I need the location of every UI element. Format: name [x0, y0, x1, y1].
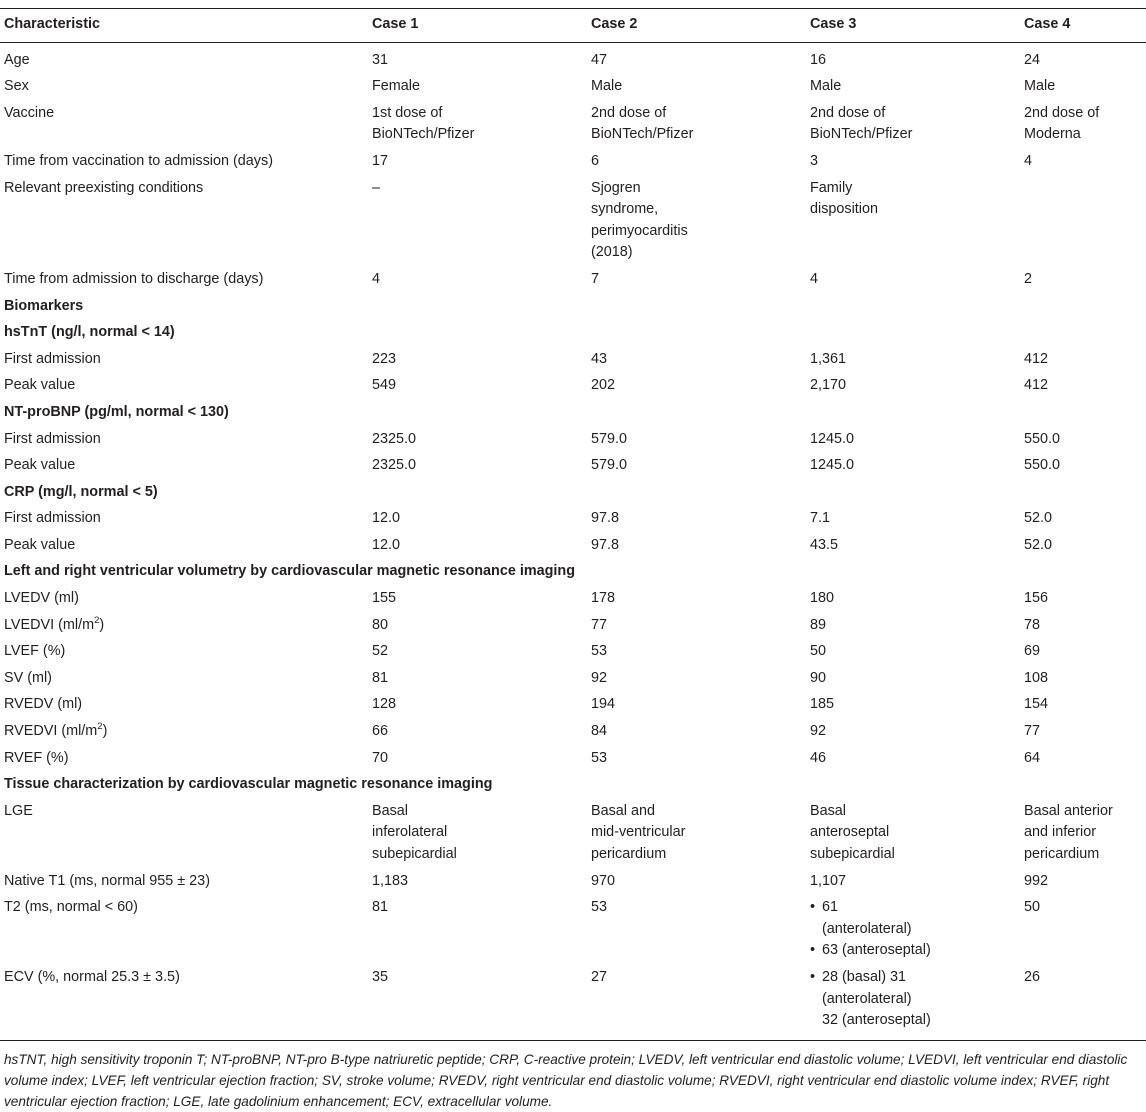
cell-case-3: 92 — [810, 723, 827, 740]
header-case-1: Case 1 — [368, 9, 587, 43]
row-lge — [0, 799, 1146, 869]
cell-line: inferolateral — [372, 824, 448, 841]
cell-case-2: 970 — [591, 872, 616, 889]
cell-case-4: 550.0 — [1024, 457, 1061, 474]
cell-line: BioNTech/Pfizer — [372, 126, 475, 143]
cell-case-1: 549 — [372, 377, 397, 394]
cell-case-3: 90 — [810, 669, 827, 686]
cell-case-3: 50 — [810, 643, 827, 660]
cell-case-1: 12.0 — [372, 536, 401, 553]
cell-case-4: 108 — [1024, 669, 1049, 686]
bullet-item — [810, 967, 1016, 1032]
cell-line: 32 (anteroseptal) — [822, 1012, 931, 1029]
cell-case-3 — [806, 799, 1020, 869]
row-lvedvi — [0, 613, 1146, 640]
cell-case-1: 31 — [372, 51, 389, 68]
cell-case-2: 579.0 — [591, 457, 628, 474]
cell-case-2 — [587, 176, 806, 267]
cell-case-2: 194 — [591, 696, 616, 713]
row-t2 — [0, 895, 1146, 965]
row-time-vaccination-admission — [0, 149, 1146, 176]
cell-case-3: 43.5 — [810, 536, 839, 553]
cell-case-3: 3 — [810, 152, 819, 169]
cell-line: pericardium — [591, 846, 667, 862]
cell-case-1: 81 — [372, 669, 389, 686]
cell-case-1: 35 — [372, 968, 389, 985]
row-label: T2 (ms, normal < 60) — [4, 899, 138, 916]
row-label — [0, 613, 368, 640]
cell-case-1: 12.0 — [372, 510, 401, 527]
cell-case-2: 202 — [591, 377, 616, 394]
cell-case-4: 24 — [1024, 51, 1041, 68]
row-age — [0, 42, 1146, 74]
row-vaccine — [0, 101, 1146, 149]
cell-case-3: 2,170 — [810, 377, 847, 394]
cell-case-1: 2325.0 — [372, 457, 417, 474]
cell-case-2: 7 — [591, 270, 600, 287]
cell-case-2: Male — [591, 78, 623, 95]
cell-line: (anterolateral) — [822, 990, 912, 1007]
subsection-title: CRP (mg/l, normal < 5) — [4, 483, 158, 500]
row-label: Native T1 (ms, normal 955 ± 23) — [4, 872, 210, 889]
cell-line: (2018) — [591, 244, 633, 261]
cell-case-3: 185 — [810, 696, 835, 713]
row-label: Time from admission to discharge (days) — [4, 270, 264, 287]
row-native-t1 — [0, 869, 1146, 896]
cell-case-4 — [1020, 799, 1146, 869]
row-label: Vaccine — [4, 104, 55, 121]
section-title: Biomarkers — [4, 297, 84, 314]
cell-case-1: 4 — [372, 270, 381, 287]
label-end: ) — [99, 616, 105, 633]
cell-case-2: 579.0 — [591, 430, 628, 447]
cell-case-2: 97.8 — [591, 536, 620, 553]
patient-characteristics-table — [0, 8, 1146, 1041]
cell-case-3 — [806, 895, 1020, 965]
cell-line: Moderna — [1024, 126, 1081, 143]
row-hstnt-first — [0, 347, 1146, 374]
cell-line: Sjogren — [591, 179, 641, 196]
cell-case-3: 46 — [810, 749, 827, 766]
table-footnote: hsTNT, high sensitivity troponin T; NT-proBNP, NT-pro B-type natriuretic peptide; CRP, C-reactive protein; LVEDV, left ventricular end diastolic volume; LVEDVI, left ventricular end diastolic volume index; LVEF, left ventricular ejection fraction; SV, stroke volume; RVEDV, right ventricular end diastolic volume; RVEDVI, right ventricular end diastolic volume index; RVEF, right ventricular ejection fraction; LGE, late gadolinium enhancement; ECV, extracellular volume. — [4, 1052, 1128, 1109]
cell-case-4: 2 — [1024, 270, 1033, 287]
cell-line: (anterolateral) — [822, 920, 912, 937]
cell-case-2: 178 — [591, 590, 616, 607]
section-volumetry — [0, 559, 1146, 586]
row-label: Time from vaccination to admission (days) — [4, 152, 273, 169]
cell-case-2: 53 — [591, 643, 608, 660]
cell-line: subepicardial — [372, 846, 457, 862]
row-crp-first — [0, 506, 1146, 533]
cell-case-4 — [1020, 176, 1146, 267]
cell-line: • 28 (basal) 31 — [822, 968, 906, 985]
cell-case-2 — [587, 799, 806, 869]
cell-case-1: 66 — [372, 723, 389, 740]
cell-case-1: 80 — [372, 616, 389, 633]
cell-case-4: 50 — [1024, 899, 1041, 916]
cell-line: anteroseptal — [810, 824, 890, 841]
bullet-item — [810, 897, 1016, 940]
cell-case-4: 52.0 — [1024, 510, 1053, 527]
cell-case-2 — [587, 101, 806, 149]
cell-line: Basal anterior — [1024, 802, 1113, 819]
row-label: Sex — [4, 78, 29, 95]
cell-line: pericardium — [1024, 846, 1100, 862]
row-sex — [0, 74, 1146, 101]
bullet-item: • 63 (anteroseptal) — [810, 940, 1016, 962]
cell-case-3: 89 — [810, 616, 827, 633]
row-label: LVEF (%) — [4, 643, 66, 660]
section-title: Left and right ventricular volumetry by cardiovascular magnetic resonance imaging — [4, 563, 575, 580]
cell-case-2: 77 — [591, 616, 608, 633]
cell-case-3: 4 — [810, 270, 819, 287]
cell-case-4 — [1020, 101, 1146, 149]
subsection-title: hsTnT (ng/l, normal < 14) — [4, 324, 175, 341]
cell-case-3 — [806, 176, 1020, 267]
section-tissue-characterization — [0, 772, 1146, 799]
row-lvedv — [0, 586, 1146, 613]
row-label: ECV (%, normal 25.3 ± 3.5) — [4, 968, 180, 985]
cell-case-4: 412 — [1024, 377, 1049, 394]
header-case-4: Case 4 — [1020, 9, 1146, 43]
row-label — [0, 719, 368, 746]
row-label: LGE — [4, 802, 33, 819]
row-label: RVEDV (ml) — [4, 696, 83, 713]
cell-case-2: 84 — [591, 723, 608, 740]
header-characteristic: Characteristic — [0, 9, 368, 43]
cell-line: Family — [810, 179, 853, 196]
row-label: Peak value — [4, 536, 76, 553]
cell-case-1: 2325.0 — [372, 430, 417, 447]
cell-line: • 61 — [822, 899, 839, 916]
cell-line: perimyocarditis — [591, 222, 688, 239]
cell-line: Basal — [810, 802, 846, 819]
cell-case-4: 78 — [1024, 616, 1041, 633]
cell-line: – — [372, 179, 381, 196]
cell-case-2: 97.8 — [591, 510, 620, 527]
row-hstnt-peak — [0, 373, 1146, 400]
cell-case-4: 52.0 — [1024, 536, 1053, 553]
cell-case-3: Male — [810, 78, 842, 95]
section-title: Tissue characterization by cardiovascular magnetic resonance imaging — [4, 776, 493, 793]
cell-case-4: 412 — [1024, 350, 1049, 367]
cell-case-3: 16 — [810, 51, 827, 68]
cell-case-4: 64 — [1024, 749, 1041, 766]
cell-case-1 — [368, 176, 587, 267]
cell-case-1: 52 — [372, 643, 389, 660]
row-time-admission-discharge — [0, 267, 1146, 294]
cell-case-1: 70 — [372, 749, 389, 766]
cell-case-1: 223 — [372, 350, 397, 367]
row-ecv — [0, 965, 1146, 1040]
header-case-2: Case 2 — [587, 9, 806, 43]
cell-case-4: 156 — [1024, 590, 1049, 607]
cell-case-3: 1,361 — [810, 350, 847, 367]
cell-case-4: 154 — [1024, 696, 1049, 713]
row-rvedv — [0, 692, 1146, 719]
cell-case-1 — [368, 799, 587, 869]
cell-line: Basal — [372, 802, 408, 819]
cell-line: and inferior — [1024, 824, 1096, 841]
cell-case-3: 1245.0 — [810, 430, 855, 447]
cell-case-2: 53 — [591, 899, 608, 916]
cell-case-3 — [806, 101, 1020, 149]
label-text: RVEDVI (ml/m — [4, 723, 98, 740]
cell-line: disposition — [810, 201, 878, 218]
cell-case-1: 17 — [372, 152, 389, 169]
header-case-3: Case 3 — [806, 9, 1020, 43]
cell-line: 2nd dose of — [810, 104, 886, 121]
cell-line: 2nd dose of — [1024, 104, 1100, 121]
header-row — [0, 9, 1146, 43]
cell-case-1 — [368, 101, 587, 149]
cell-line: subepicardial — [810, 846, 895, 862]
cell-case-4: 26 — [1024, 968, 1041, 985]
cell-case-4: 69 — [1024, 643, 1041, 660]
row-sv — [0, 666, 1146, 693]
bullet-list — [810, 897, 1016, 962]
cell-case-3 — [806, 965, 1020, 1040]
row-label: First admission — [4, 350, 101, 367]
cell-case-1: 81 — [372, 899, 389, 916]
row-label: First admission — [4, 510, 101, 527]
cell-case-4: 4 — [1024, 152, 1033, 169]
row-ntprobnp-peak — [0, 453, 1146, 480]
cell-case-4: 77 — [1024, 723, 1041, 740]
cell-case-1: 128 — [372, 696, 397, 713]
cell-line: syndrome, — [591, 201, 659, 218]
cell-case-1: Female — [372, 78, 420, 95]
row-label: LVEDV (ml) — [4, 590, 79, 607]
row-label: SV (ml) — [4, 669, 52, 686]
cell-case-2: 43 — [591, 350, 608, 367]
row-rvedvi — [0, 719, 1146, 746]
row-ntprobnp-first — [0, 427, 1146, 454]
cell-case-3: 7.1 — [810, 510, 831, 527]
cell-line: 1st dose of — [372, 104, 443, 121]
cell-case-2: 27 — [591, 968, 608, 985]
cell-line: 2nd dose of — [591, 104, 667, 121]
bullet-list — [810, 967, 1016, 1032]
row-rvef — [0, 746, 1146, 773]
cell-case-2: 47 — [591, 51, 608, 68]
superscript: 2 — [97, 721, 103, 733]
subsection-hstnt — [0, 320, 1146, 347]
row-label: First admission — [4, 430, 101, 447]
subsection-ntprobnp — [0, 400, 1146, 427]
cell-case-3: 1,107 — [810, 872, 847, 889]
row-preexisting-conditions — [0, 176, 1146, 267]
row-label: Age — [4, 51, 30, 68]
cell-case-4: 550.0 — [1024, 430, 1061, 447]
row-lvef — [0, 639, 1146, 666]
cell-line: mid-ventricular — [591, 824, 686, 841]
row-crp-peak — [0, 533, 1146, 560]
cell-case-1: 155 — [372, 590, 397, 607]
subsection-crp — [0, 480, 1146, 507]
section-biomarkers — [0, 294, 1146, 321]
subsection-title: NT-proBNP (pg/ml, normal < 130) — [4, 403, 229, 420]
superscript: 2 — [94, 614, 100, 626]
cell-case-1: 1,183 — [372, 872, 409, 889]
cell-case-4: Male — [1024, 78, 1056, 95]
label-end: ) — [102, 723, 108, 740]
cell-case-2: 6 — [591, 152, 600, 169]
label-text: LVEDVI (ml/m — [4, 616, 95, 633]
cell-line: Basal and — [591, 802, 656, 819]
cell-case-3: 1245.0 — [810, 457, 855, 474]
cell-case-2: 53 — [591, 749, 608, 766]
row-label: Relevant preexisting conditions — [4, 179, 204, 196]
cell-line: BioNTech/Pfizer — [591, 126, 694, 143]
row-label: Peak value — [4, 377, 76, 394]
cell-case-4: 992 — [1024, 872, 1049, 889]
cell-case-2: 92 — [591, 669, 608, 686]
cell-line: BioNTech/Pfizer — [810, 126, 913, 143]
cell-case-3: 180 — [810, 590, 835, 607]
row-label: RVEF (%) — [4, 749, 69, 766]
row-label: Peak value — [4, 457, 76, 474]
